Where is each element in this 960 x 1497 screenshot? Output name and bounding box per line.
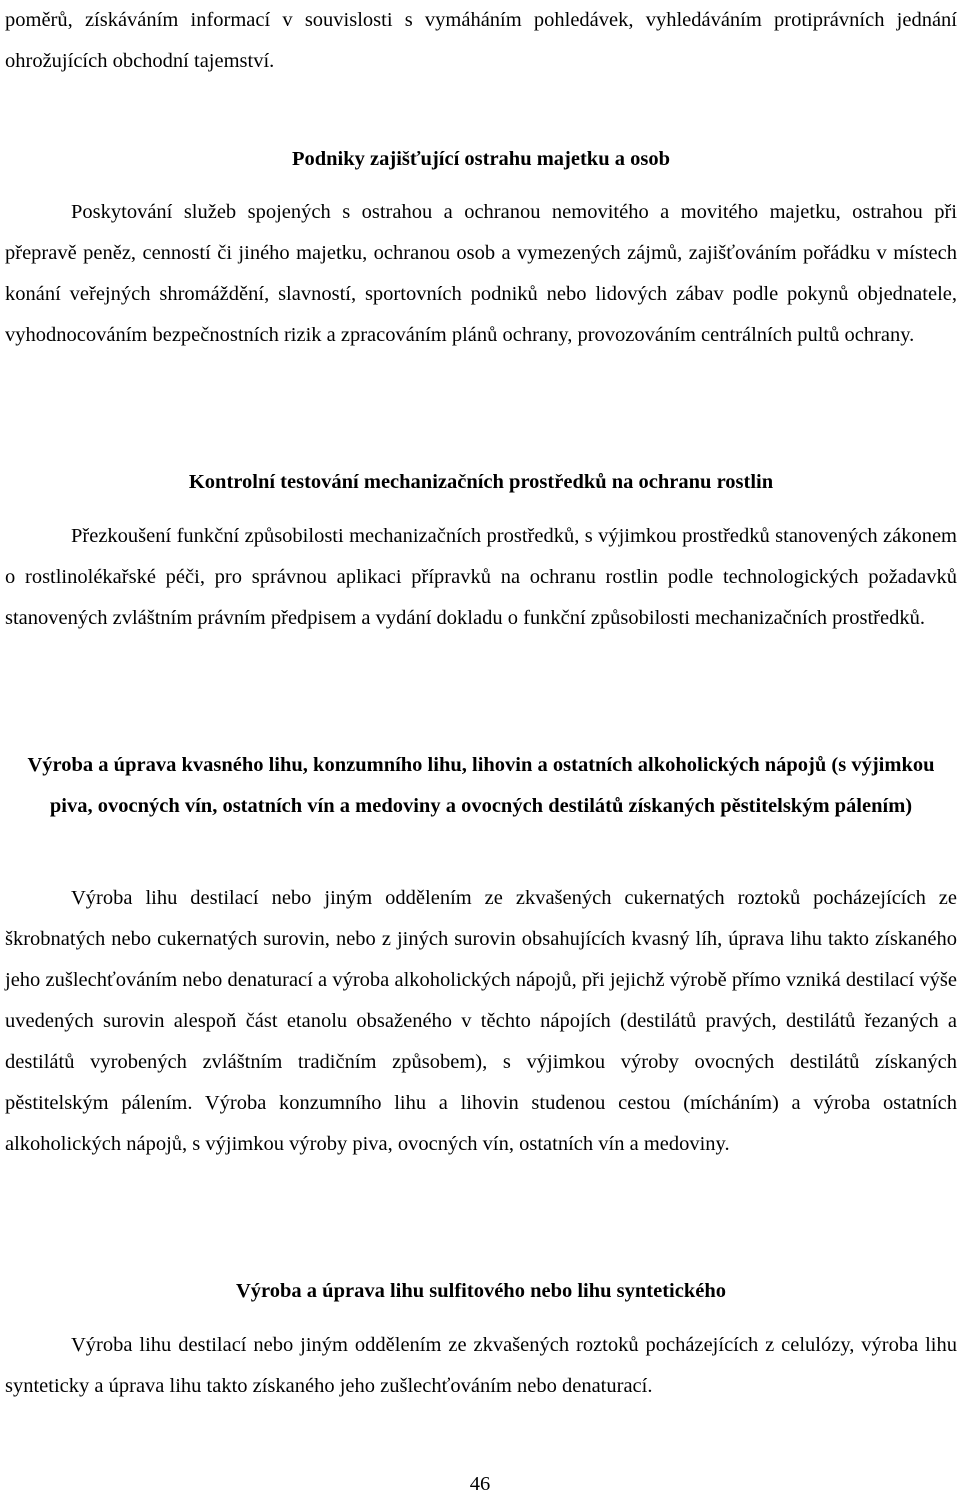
section-body-sulfite: Výroba lihu destilací nebo jiným oddělením ze zkvašených roztoků pocházejících z celulózy, výroba lihu synteticky a úprava lihu takto získaného jeho zušlechťováním nebo denaturací. <box>5 1334 957 1397</box>
section-body-alcohol: Výroba lihu destilací nebo jiným oddělením ze zkvašených cukernatých roztoků pocházejících ze škrobnatých nebo cukernatých surovin, nebo z jiných surovin obsahujících kvasný líh, úprava lihu takto získaného jeho zušlechťováním nebo denaturací a výroba alkoholických nápojů, při jejichž výrobě přímo vzniká destilací výše uvedených surovin alespoň část etanolu obsaženého v těchto nápojích (destilátů pravých, destilátů řezaných a destilátů vyrobených zvláštním tradičním způsobem), s výjimkou výroby ovocných destilátů získaných pěstitelským pálením. Výroba konzumního lihu a lihovin studenou cestou (mícháním) a výroba ostatních alkoholických nápojů, s výjimkou výroby piva, ovocných vín, ostatních vín a medoviny. <box>5 887 957 1155</box>
section-body-testing: Přezkoušení funkční způsobilosti mechanizačních prostředků, s výjimkou prostředků stanovených zákonem o rostlinolékařské péči, pro správnou aplikaci přípravků na ochranu rostlin podle technologických požadavků stanovených zvláštním právním předpisem a vydání dokladu o funkční způsobilosti mechanizačních prostředků. <box>5 525 957 629</box>
page-number: 46 <box>469 1473 491 1495</box>
intro-paragraph: poměrů, získáváním informací v souvislosti s vymáháním pohledávek, vyhledáváním protiprávních jednání ohrožujících obchodní tajemství. <box>5 9 957 72</box>
section-heading-sulfite: Výroba a úprava lihu sulfitového nebo lihu syntetického <box>236 1280 726 1302</box>
section-heading-alcohol: Výroba a úprava kvasného lihu, konzumního lihu, lihovin a ostatních alkoholických nápojů (s výjimkou piva, ovocných vín, ostatních vín a medoviny a ovocných destilátů získaných pěstitelským pálením) <box>27 754 935 817</box>
section-heading-testing: Kontrolní testování mechanizačních prostředků na ochranu rostlin <box>188 471 774 493</box>
section-body-security: Poskytování služeb spojených s ostrahou a ochranou nemovitého a movitého majetku, ostrahou při přepravě peněz, cenností či jiného majetku, ochranou osob a vymezených zájmů, zajišťováním pořádku v místech konání veřejných shromáždění, slavností, sportovních podniků nebo lidových zábav podle pokynů objednatele, vyhodnocováním bezpečnostních rizik a zpracováním plánů ochrany, provozováním centrálních pultů ochrany. <box>5 201 957 346</box>
section-heading-security: Podniky zajišťující ostrahu majetku a osob <box>291 148 670 170</box>
